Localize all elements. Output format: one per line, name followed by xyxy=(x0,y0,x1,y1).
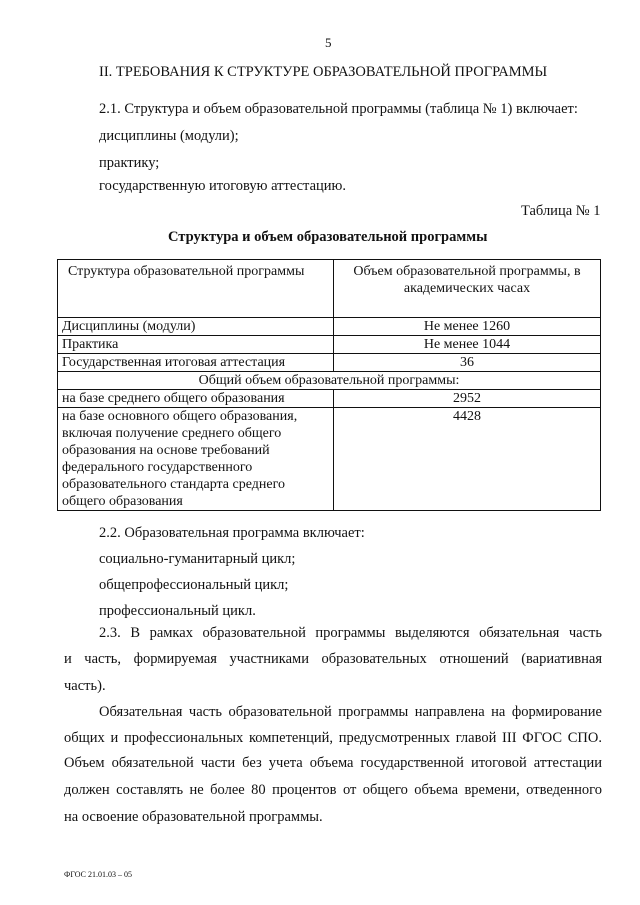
clause-2-2: 2.2. Образовательная программа включает: xyxy=(99,525,365,541)
table-row xyxy=(58,318,601,336)
paragraph-line: Объем обязательной части без учета объема государственной итоговой аттестации xyxy=(64,755,602,771)
cycle-item: профессиональный цикл. xyxy=(99,603,256,619)
cycle-item: социально-гуманитарный цикл; xyxy=(99,551,296,567)
clause-2-3-line: часть). xyxy=(64,678,106,694)
paragraph-line: должен составлять не более 80 процентов от общего объема времени, отведенного xyxy=(64,782,602,798)
row-label-line: образовательного стандарта среднего xyxy=(62,477,285,492)
row-value: 2952 xyxy=(334,390,601,408)
paragraph-line: общих и профессиональных компетенций, предусмотренных главой III ФГОС СПО. xyxy=(64,730,602,746)
table-header-row xyxy=(58,260,601,318)
row-label: Государственная итоговая аттестация xyxy=(58,354,334,372)
page-number: 5 xyxy=(325,35,332,50)
table-title: Структура и объем образовательной программы xyxy=(168,229,488,245)
table-row xyxy=(58,390,601,408)
row-label-line: общего образования xyxy=(62,494,183,509)
table-row xyxy=(58,354,601,372)
table-row xyxy=(58,408,601,511)
row-value: Не менее 1044 xyxy=(334,336,601,354)
header-volume: Объем образовательной программы, в академических часах xyxy=(334,260,601,318)
row-label-line: образования на основе требований xyxy=(62,443,270,458)
intro-item: дисциплины (модули); xyxy=(99,128,239,144)
header-structure: Структура образовательной программы xyxy=(58,260,334,318)
section-heading: II. ТРЕБОВАНИЯ К СТРУКТУРЕ ОБРАЗОВАТЕЛЬНОЙ ПРОГРАММЫ xyxy=(99,64,548,80)
table-row xyxy=(58,336,601,354)
row-label-line: на базе основного общего образования, xyxy=(62,409,298,424)
clause-2-1: 2.1. Структура и объем образовательной программы (таблица № 1) включает: xyxy=(99,101,578,117)
cycle-item: общепрофессиональный цикл; xyxy=(99,577,289,593)
clause-2-3-line: и часть, формируемая участниками образовательных отношений (вариативная xyxy=(64,651,602,667)
clause-2-3-line: 2.3. В рамках образовательной программы выделяются обязательная часть xyxy=(99,625,602,641)
program-structure-table xyxy=(57,259,601,511)
row-label: Дисциплины (модули) xyxy=(58,318,334,336)
row-label-line: включая получение среднего общего xyxy=(62,426,282,441)
paragraph-line: Обязательная часть образовательной программы направлена на формирование xyxy=(99,704,602,720)
intro-item: государственную итоговую аттестацию. xyxy=(99,178,346,194)
total-heading: Общий объем образовательной программы: xyxy=(58,372,601,390)
paragraph-line: на освоение образовательной программы. xyxy=(64,809,323,825)
row-value: Не менее 1260 xyxy=(334,318,601,336)
row-label: Практика xyxy=(58,336,334,354)
row-value: 4428 xyxy=(334,408,601,511)
row-label-multiline xyxy=(58,408,334,511)
footer-code: ФГОС 21.01.03 – 05 xyxy=(64,870,132,879)
table-caption: Таблица № 1 xyxy=(521,203,601,219)
total-heading-row xyxy=(58,372,601,390)
row-value: 36 xyxy=(334,354,601,372)
row-label: на базе среднего общего образования xyxy=(58,390,334,408)
intro-item: практику; xyxy=(99,155,160,171)
row-label-line: федерального государственного xyxy=(62,460,253,475)
